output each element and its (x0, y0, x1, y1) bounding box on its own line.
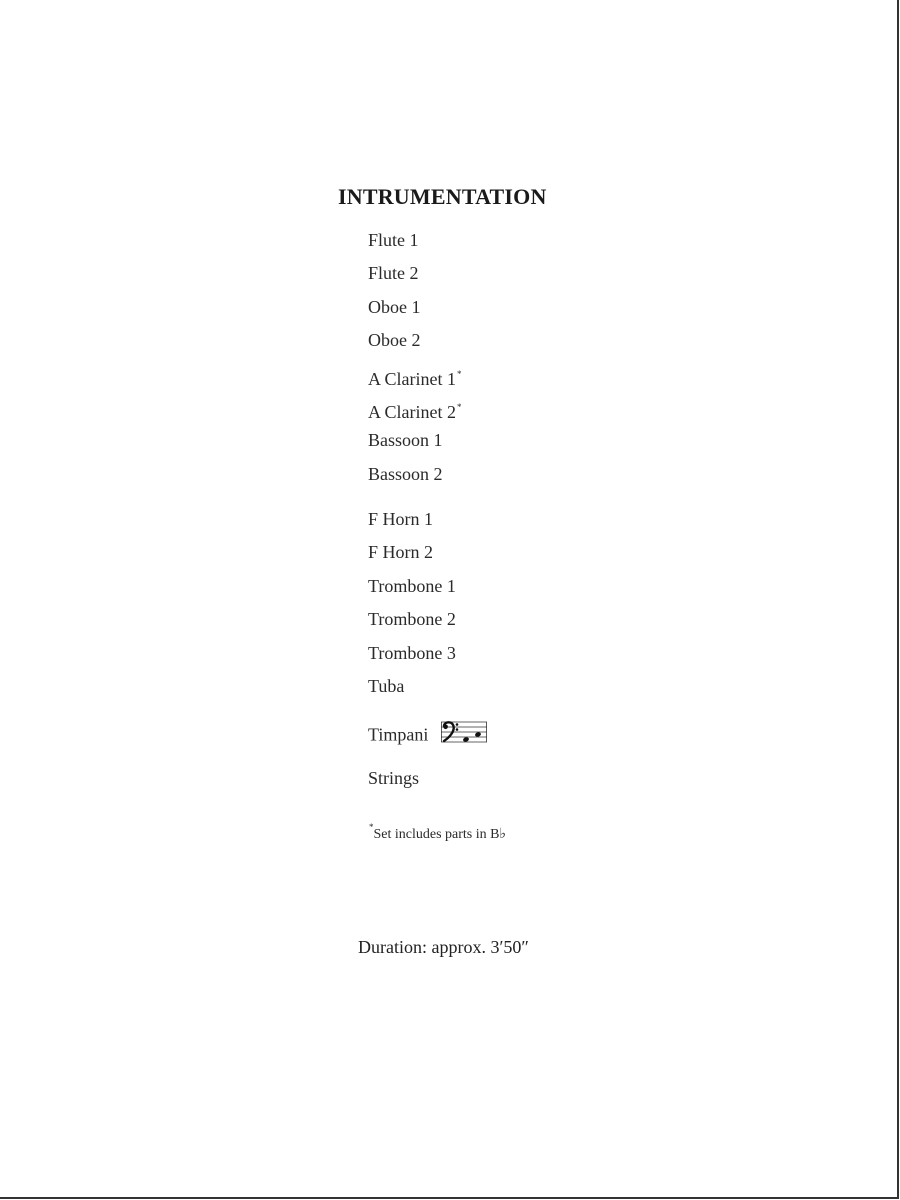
list-item-oboe-2 (368, 329, 421, 351)
list-item-horn-2 (368, 541, 433, 563)
duration-text: Duration: approx. 3′50″ (358, 937, 529, 957)
instrument-name: F Horn 1 (368, 509, 434, 529)
instrument-name: A Clarinet 2 (368, 402, 456, 422)
list-item-oboe-1 (368, 296, 421, 318)
list-item-flute-1 (368, 229, 419, 251)
instrument-name: Bassoon 2 (368, 464, 443, 484)
instrument-name: Strings (368, 768, 420, 788)
footnote-mark: * (457, 402, 462, 412)
instrument-name: A Clarinet 1 (368, 369, 456, 389)
bass-clef-notation-icon (441, 719, 487, 750)
instrument-name: Tuba (368, 676, 405, 696)
instrument-name: Trombone 1 (368, 576, 456, 596)
list-item-trombone-3 (368, 642, 456, 664)
page-title: INTRUMENTATION (338, 184, 547, 209)
instrument-name: Oboe 2 (368, 330, 421, 350)
instrument-name: Bassoon 1 (368, 430, 443, 450)
instrument-name: F Horn 2 (368, 542, 434, 562)
instrument-name: Oboe 1 (368, 297, 421, 317)
footnote-mark: * (369, 822, 374, 832)
list-item-trombone-1 (368, 575, 456, 597)
footnote (368, 822, 506, 843)
list-item-horn-1 (368, 508, 433, 530)
instrument-name: Trombone 3 (368, 643, 456, 663)
instrument-name: Timpani (368, 724, 429, 745)
list-item-trombone-2 (368, 608, 456, 630)
list-item-strings (368, 767, 419, 789)
list-item-timpani (368, 721, 487, 752)
list-item-tuba (368, 675, 404, 697)
footnote-mark: * (457, 369, 462, 379)
list-item-clarinet-2 (368, 396, 462, 423)
instrument-name: Flute 1 (368, 230, 419, 250)
footnote-text: Set includes parts in B♭ (373, 827, 507, 842)
list-item-clarinet-1 (368, 363, 462, 390)
list-item-bassoon-1 (368, 429, 443, 451)
list-item-flute-2 (368, 262, 419, 284)
list-item-bassoon-2 (368, 463, 443, 485)
instrument-name: Flute 2 (368, 263, 419, 283)
instrument-name: Trombone 2 (368, 609, 456, 629)
